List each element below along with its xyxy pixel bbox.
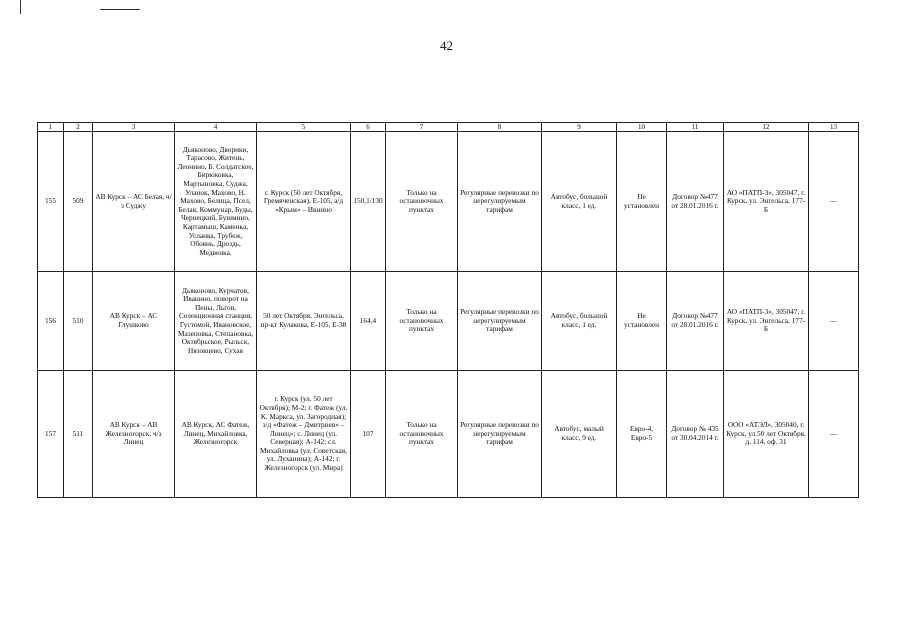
header-cell: 3 xyxy=(93,123,175,132)
stop-order: Только на остановочных пунктах xyxy=(386,371,458,498)
col13-value: — xyxy=(809,132,859,272)
carrier: ООО «АТЭЛ», 305040, г. Курск, ул.50 лет Октября, д. 114, оф. 31 xyxy=(724,371,809,498)
table-row xyxy=(38,371,859,498)
route-name: АВ Курск – АС Глушково xyxy=(93,272,175,371)
route-name: АВ Курск – АС Белая, ч/з Суджу xyxy=(93,132,175,272)
page-number: 42 xyxy=(440,38,453,53)
routes-table xyxy=(37,122,859,498)
route-number: 511 xyxy=(64,371,93,498)
route-stops: Дьяконово, Дворики, Тарасово, Житень, Леонино, Б. Солдатское, Бирюковка, Мартыновка, Суджа, Уланок, Махово, Н. Махово, Белица, Псел, Белая, Коммунар, Буды, Чернецкий, Бушмино, Картамыш, Каменка, Усланка, Трубеж, Обоянь, Дроздь, Медвенка. xyxy=(175,132,257,272)
header-cell: 6 xyxy=(351,123,386,132)
transport-type: Регулярные перевозки по нерегулируемым тарифам xyxy=(458,371,542,498)
route-streets: 50 лет Октября, Энгельса, пр-кт Кулакова, Е-105, Е-38 xyxy=(257,272,351,371)
scan-artifact-top xyxy=(100,9,140,10)
carrier: АО «ПАТП-3», 305047, г. Курск, ул. Энгельса, 177-Б xyxy=(724,272,809,371)
contract: Договор №477 от 28.01.2016 г. xyxy=(667,132,724,272)
vehicles: Автобус, большой класс, 1 ед. xyxy=(542,272,617,371)
header-row xyxy=(38,123,859,132)
row-number: 155 xyxy=(38,132,64,272)
route-stops: АВ Курск, АС Фатеж, Линец, Михайловка, Железногорск xyxy=(175,371,257,498)
route-stops: Дьяконово, Курчатов, Иванино, поворот на Пены, Льгов, Селекционная станция, Густомой, Ивановское, Мазеповка, Степановка, Октябрьское, Рыльск, Нязовцево, Сухая xyxy=(175,272,257,371)
header-cell: 13 xyxy=(809,123,859,132)
eco-class: Евро-4, Евро-5 xyxy=(617,371,667,498)
vehicles: Автобус, малый класс, 9 ед. xyxy=(542,371,617,498)
route-length: 150,1/130 xyxy=(351,132,386,272)
carrier: АО «ПАТП-3», 305047, г. Курск, ул. Энгельса, 177-Б xyxy=(724,132,809,272)
vehicles: Автобус, большой класс, 1 ед. xyxy=(542,132,617,272)
eco-class: Не установлен xyxy=(617,132,667,272)
eco-class: Не установлен xyxy=(617,272,667,371)
route-length: 164,4 xyxy=(351,272,386,371)
row-number: 157 xyxy=(38,371,64,498)
route-length: 107 xyxy=(351,371,386,498)
row-number: 156 xyxy=(38,272,64,371)
route-name: АВ Курск – АВ Железногорск, ч/з Линец xyxy=(93,371,175,498)
header-cell: 9 xyxy=(542,123,617,132)
route-number: 509 xyxy=(64,132,93,272)
route-number: 510 xyxy=(64,272,93,371)
header-cell: 1 xyxy=(38,123,64,132)
scan-artifact-left xyxy=(20,0,21,14)
transport-type: Регулярные перевозки по нерегулируемым тарифам xyxy=(458,272,542,371)
stop-order: Только на остановочных пунктах xyxy=(386,132,458,272)
route-streets: г. Курск (ул. 50 лет Октября); М-2; г. Фатеж (ул. К. Маркса, ул. Загородная); з/д «Фатеж – Дмитриев» – Линец»; с. Линец (ул. Северная); А-142; сл. Михайловка (ул. Советская, ул. Луханина); А-142; г. Железногорск (ул. Мира) xyxy=(257,371,351,498)
col13-value: — xyxy=(809,272,859,371)
header-cell: 5 xyxy=(257,123,351,132)
contract: Договор №477 от 28.01.2016 г. xyxy=(667,272,724,371)
header-cell: 8 xyxy=(458,123,542,132)
header-cell: 4 xyxy=(175,123,257,132)
stop-order: Только на остановочных пунктах xyxy=(386,272,458,371)
header-cell: 11 xyxy=(667,123,724,132)
table-row xyxy=(38,132,859,272)
col13-value: — xyxy=(809,371,859,498)
header-cell: 2 xyxy=(64,123,93,132)
contract: Договор № 435 от 30.04.2014 г. xyxy=(667,371,724,498)
header-cell: 12 xyxy=(724,123,809,132)
route-streets: г. Курск (50 лет Октября, Гремяченская), Е-105, а/д «Крым» – Ивнино xyxy=(257,132,351,272)
table-row xyxy=(38,272,859,371)
transport-type: Регулярные перевозки по нерегулируемым тарифам xyxy=(458,132,542,272)
header-cell: 7 xyxy=(386,123,458,132)
header-cell: 10 xyxy=(617,123,667,132)
